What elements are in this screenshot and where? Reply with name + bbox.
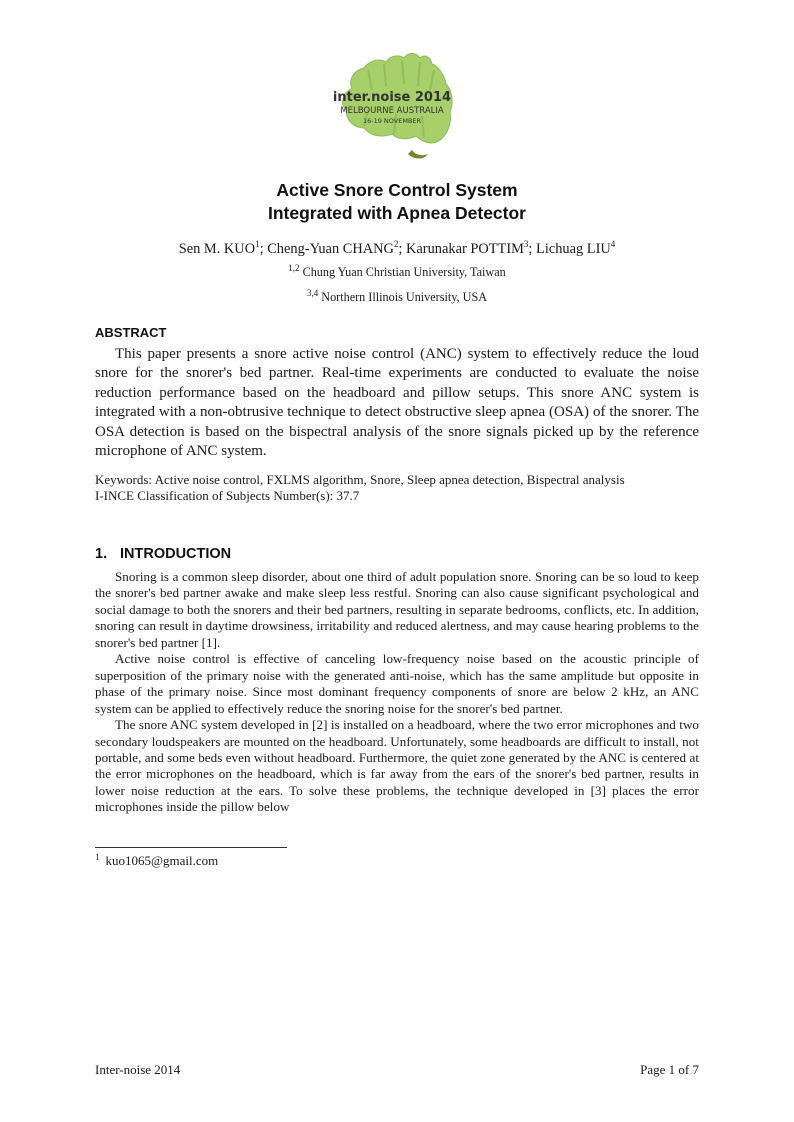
author-name: Karunakar POTTIM	[406, 241, 524, 257]
affiliation	[0, 264, 794, 280]
logo-line-1: inter.noise 2014	[332, 90, 452, 105]
affiliation-sup: 1,2	[288, 262, 300, 273]
author-sup: 1	[255, 239, 260, 250]
abstract-heading: ABSTRACT	[95, 325, 167, 340]
affiliation-sup: 3,4	[306, 287, 319, 298]
abstract-body	[95, 345, 699, 461]
keywords: Keywords: Active noise control, FXLMS algorithm, Snore, Sleep apnea detection, Bispectral analysis	[95, 472, 625, 487]
body-paragraph: Active noise control is effective of canceling low-frequency noise based on the acoustic principle of superposition of the primary noise with the generated anti-noise, which has the same amplitude but opposite in phase of the primary noise. Since most dominant frequency components of snore are below 2 kHz, an ANC system can be applied to effectively reduce the snoring noise for the snorer's bed partner.	[95, 651, 699, 716]
author-name: Lichuag LIU	[536, 241, 611, 257]
footnote-email: kuo1065@gmail.com	[105, 853, 219, 868]
author-sup: 2	[393, 239, 399, 250]
section-heading-introduction	[95, 546, 231, 562]
abstract-paragraph: This paper presents a snore active noise control (ANC) system to effectively reduce the loud snore for the snorer's bed partner. Real-time experiments are conducted to evaluate the noise reduction performance based on the headboard and pillow setups. This snore ANC system is integrated with a non-obtrusive technique to detect obstructive sleep apnea (OSA) of the snorer. The OSA detection is based on the bispectral analysis of the snore signals picked up by the reference microphone of ANC system.	[95, 346, 699, 460]
affiliation-text: Northern Illinois University, USA	[318, 290, 488, 304]
footer-page-number: Page 1 of 7	[640, 1062, 699, 1077]
introduction-body	[95, 569, 699, 816]
logo-line-2: MELBOURNE AUSTRALIA	[340, 106, 444, 116]
footer-conference: Inter-noise 2014	[95, 1062, 181, 1077]
paper-title-line-2: Integrated with Apnea Detector	[268, 203, 526, 223]
paper-title-line-1: Active Snore Control System	[276, 180, 518, 200]
section-title: INTRODUCTION	[120, 546, 232, 562]
classification: I-INCE Classification of Subjects Number(s): 37.7	[95, 488, 360, 503]
author-list: Sen M. KUO$^1$; Cheng-Yuan CHANG$^2$; Karunakar POTTIM$^3$; Lichuag LIU$^4$	[178, 239, 616, 257]
footnote-sup: 1	[95, 851, 100, 862]
section-number: 1.	[95, 546, 108, 562]
logo-line-3: 16-19 NOVEMBER	[362, 117, 422, 125]
boomerang-shape	[408, 150, 428, 159]
author-sup: 4	[610, 239, 616, 250]
footnote-rule	[95, 847, 287, 848]
affiliation	[0, 289, 794, 305]
footnote	[95, 853, 218, 869]
body-paragraph: The snore ANC system developed in [2] is installed on a headboard, where the two error microphones and two secondary loudspeakers are mounted on the headboard. Unfortunately, some headboards are difficult to install, not portable, and some beds even without headboard. Furthermore, the quiet zone generated by the ANC is centered at the error microphones on the headboard, which is far away from the ears of the snorer's bed partner, results in lower noise reduction at the ears. To solve these problems, the technique developed in [3] places the error microphones inside the pillow below	[95, 717, 699, 815]
author-name: Cheng-Yuan CHANG	[267, 241, 394, 257]
affiliation-text: Chung Yuan Christian University, Taiwan	[299, 265, 506, 279]
author-sup: 3	[523, 239, 529, 250]
conference-logo	[324, 50, 460, 164]
body-paragraph: Snoring is a common sleep disorder, about one third of adult population snore. Snoring can be so loud to keep the snorer's bed partner awake and make sleep less restful. Snoring can also cause significant psychological and social damage to both the snorers and their bed partners, resulting in separate bedrooms, conflicts, etc. In addition, snoring can result in daytime drowsiness, irritability and reduced alertness, and may cause hearing problems to the snorer's bed partner [1].	[95, 569, 699, 650]
author-name: Sen M. KUO	[178, 241, 256, 257]
